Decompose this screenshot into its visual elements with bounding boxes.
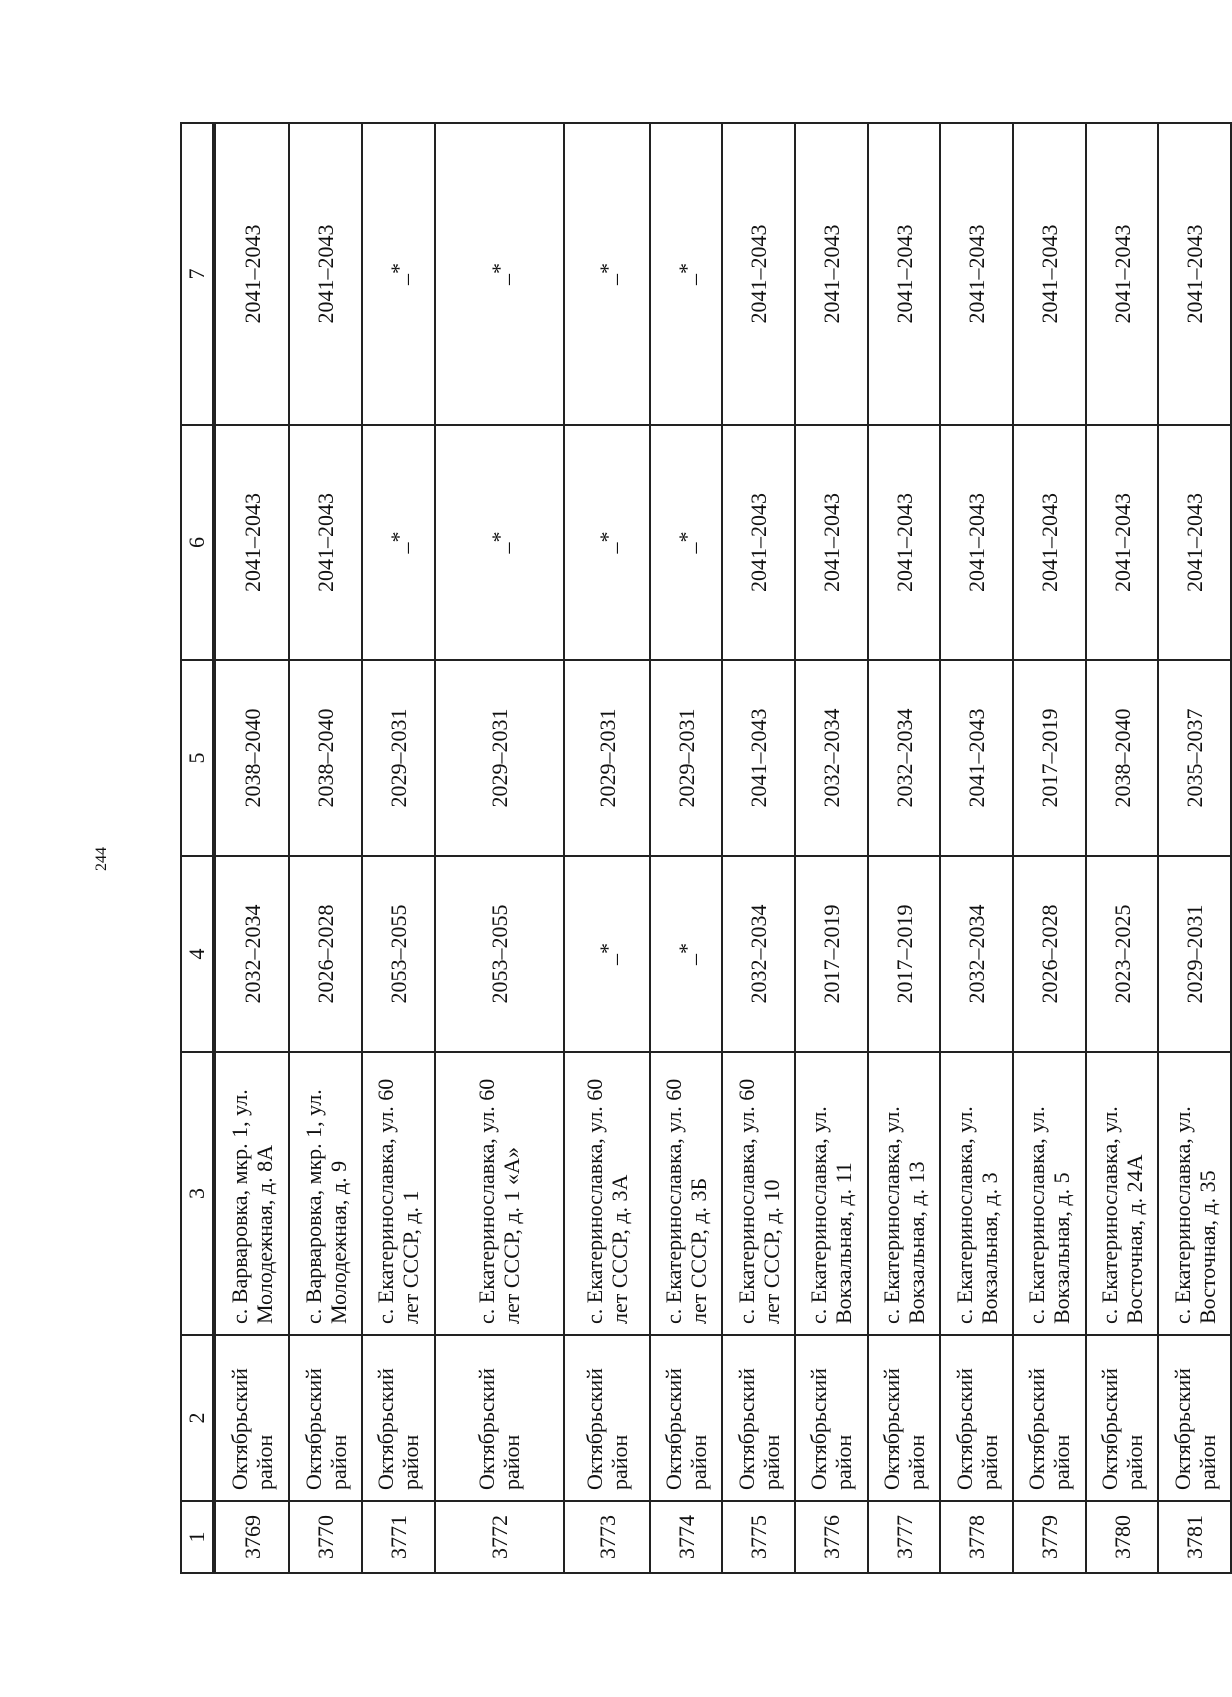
- period-cell: 2041–2043: [795, 123, 868, 425]
- period-cell: _*: [650, 425, 723, 660]
- table-row: [289, 123, 362, 1573]
- column-header: 3: [181, 1052, 214, 1335]
- column-header: 2: [181, 1335, 214, 1501]
- period-cell: 2017–2019: [795, 856, 868, 1052]
- column-header: 4: [181, 856, 214, 1052]
- period-cell: _*: [650, 856, 723, 1052]
- district-cell: Октябрьский район: [564, 1335, 650, 1501]
- period-cell: 2026–2028: [1013, 856, 1086, 1052]
- period-cell: 2017–2019: [1013, 660, 1086, 856]
- period-cell: 2041–2043: [722, 425, 795, 660]
- address-cell: с. Варваровка, мкр. 1, ул. Молодежная, д. 9: [289, 1052, 362, 1335]
- period-cell: _*: [435, 123, 565, 425]
- period-cell: 2041–2043: [868, 425, 941, 660]
- address-cell: с. Екатеринославка, ул. 60 лет СССР, д. 1: [362, 1052, 435, 1335]
- row-number: 3778: [940, 1501, 1013, 1573]
- period-cell: 2032–2034: [868, 660, 941, 856]
- district-cell: Октябрьский район: [650, 1335, 723, 1501]
- district-cell: Октябрьский район: [1013, 1335, 1086, 1501]
- column-header: 5: [181, 660, 214, 856]
- period-cell: _*: [564, 856, 650, 1052]
- period-cell: 2032–2034: [940, 856, 1013, 1052]
- row-number: 3769: [214, 1501, 289, 1573]
- district-cell: Октябрьский район: [435, 1335, 565, 1501]
- address-cell: с. Варваровка, мкр. 1, ул. Молодежная, д. 8А: [214, 1052, 289, 1335]
- rotated-table-container: [180, 124, 1232, 1574]
- table-row: [1086, 123, 1159, 1573]
- address-cell: с. Екатеринославка, ул. Вокзальная, д. 11: [795, 1052, 868, 1335]
- period-cell: 2041–2043: [289, 425, 362, 660]
- row-number: 3773: [564, 1501, 650, 1573]
- address-cell: с. Екатеринославка, ул. Вокзальная, д. 3: [940, 1052, 1013, 1335]
- district-cell: Октябрьский район: [795, 1335, 868, 1501]
- period-cell: 2029–2031: [650, 660, 723, 856]
- district-cell: Октябрьский район: [868, 1335, 941, 1501]
- period-cell: 2035–2037: [1158, 660, 1231, 856]
- period-cell: 2041–2043: [289, 123, 362, 425]
- period-cell: _*: [362, 425, 435, 660]
- row-number: 3770: [289, 1501, 362, 1573]
- period-cell: _*: [650, 123, 723, 425]
- row-number: 3777: [868, 1501, 941, 1573]
- period-cell: 2041–2043: [940, 425, 1013, 660]
- table-row: [795, 123, 868, 1573]
- page-number: 244: [93, 847, 110, 871]
- address-cell: с. Екатеринославка, ул. 60 лет СССР, д. 3Б: [650, 1052, 723, 1335]
- table-row: [650, 123, 723, 1573]
- row-number: 3781: [1158, 1501, 1231, 1573]
- row-number: 3780: [1086, 1501, 1159, 1573]
- row-number: 3779: [1013, 1501, 1086, 1573]
- address-cell: с. Екатеринославка, ул. Вокзальная, д. 13: [868, 1052, 941, 1335]
- column-header: 6: [181, 425, 214, 660]
- period-cell: 2053–2055: [362, 856, 435, 1052]
- period-cell: 2041–2043: [940, 123, 1013, 425]
- period-cell: 2041–2043: [214, 425, 289, 660]
- column-header: 1: [181, 1501, 214, 1573]
- period-cell: 2041–2043: [940, 660, 1013, 856]
- table-row: [722, 123, 795, 1573]
- table-row: [1013, 123, 1086, 1573]
- district-cell: Октябрьский район: [214, 1335, 289, 1501]
- address-cell: с. Екатеринославка, ул. 60 лет СССР, д. 1 «А»: [435, 1052, 565, 1335]
- district-cell: Октябрьский район: [362, 1335, 435, 1501]
- period-cell: _*: [564, 425, 650, 660]
- district-cell: Октябрьский район: [1158, 1335, 1231, 1501]
- table-row: [868, 123, 941, 1573]
- period-cell: _*: [435, 425, 565, 660]
- address-cell: с. Екатеринославка, ул. Вокзальная, д. 5: [1013, 1052, 1086, 1335]
- row-number: 3775: [722, 1501, 795, 1573]
- column-header: 7: [181, 123, 214, 425]
- row-number: 3771: [362, 1501, 435, 1573]
- period-cell: 2029–2031: [564, 660, 650, 856]
- period-cell: 2032–2034: [722, 856, 795, 1052]
- table-row: [435, 123, 565, 1573]
- district-cell: Октябрьский район: [722, 1335, 795, 1501]
- period-cell: 2041–2043: [214, 123, 289, 425]
- period-cell: _*: [362, 123, 435, 425]
- period-cell: 2041–2043: [868, 123, 941, 425]
- period-cell: 2017–2019: [868, 856, 941, 1052]
- period-cell: 2032–2034: [795, 660, 868, 856]
- period-cell: 2038–2040: [1086, 660, 1159, 856]
- address-cell: с. Екатеринославка, ул. Восточная, д. 24А: [1086, 1052, 1159, 1335]
- period-cell: 2038–2040: [289, 660, 362, 856]
- table-row: [1158, 123, 1231, 1573]
- period-cell: 2041–2043: [1158, 425, 1231, 660]
- period-cell: 2029–2031: [362, 660, 435, 856]
- row-number: 3772: [435, 1501, 565, 1573]
- district-cell: Октябрьский район: [289, 1335, 362, 1501]
- district-cell: Октябрьский район: [1086, 1335, 1159, 1501]
- period-cell: 2041–2043: [1158, 123, 1231, 425]
- period-cell: 2032–2034: [214, 856, 289, 1052]
- period-cell: 2026–2028: [289, 856, 362, 1052]
- period-cell: 2038–2040: [214, 660, 289, 856]
- table-row: [362, 123, 435, 1573]
- table-row: [940, 123, 1013, 1573]
- schedule-table: [180, 122, 1232, 1574]
- period-cell: 2041–2043: [722, 660, 795, 856]
- period-cell: 2029–2031: [435, 660, 565, 856]
- table-row: [214, 123, 289, 1573]
- table-body: [214, 123, 1231, 1573]
- row-number: 3776: [795, 1501, 868, 1573]
- period-cell: 2029–2031: [1158, 856, 1231, 1052]
- period-cell: 2041–2043: [1086, 425, 1159, 660]
- period-cell: _*: [564, 123, 650, 425]
- period-cell: 2041–2043: [1013, 425, 1086, 660]
- period-cell: 2041–2043: [1086, 123, 1159, 425]
- period-cell: 2023–2025: [1086, 856, 1159, 1052]
- table-row: [564, 123, 650, 1573]
- period-cell: 2041–2043: [1013, 123, 1086, 425]
- period-cell: 2041–2043: [722, 123, 795, 425]
- period-cell: 2053–2055: [435, 856, 565, 1052]
- header-row: [181, 123, 214, 1573]
- address-cell: с. Екатеринославка, ул. 60 лет СССР, д. 3А: [564, 1052, 650, 1335]
- address-cell: с. Екатеринославка, ул. Восточная, д. 35: [1158, 1052, 1231, 1335]
- district-cell: Октябрьский район: [940, 1335, 1013, 1501]
- period-cell: 2041–2043: [795, 425, 868, 660]
- row-number: 3774: [650, 1501, 723, 1573]
- address-cell: с. Екатеринославка, ул. 60 лет СССР, д. 10: [722, 1052, 795, 1335]
